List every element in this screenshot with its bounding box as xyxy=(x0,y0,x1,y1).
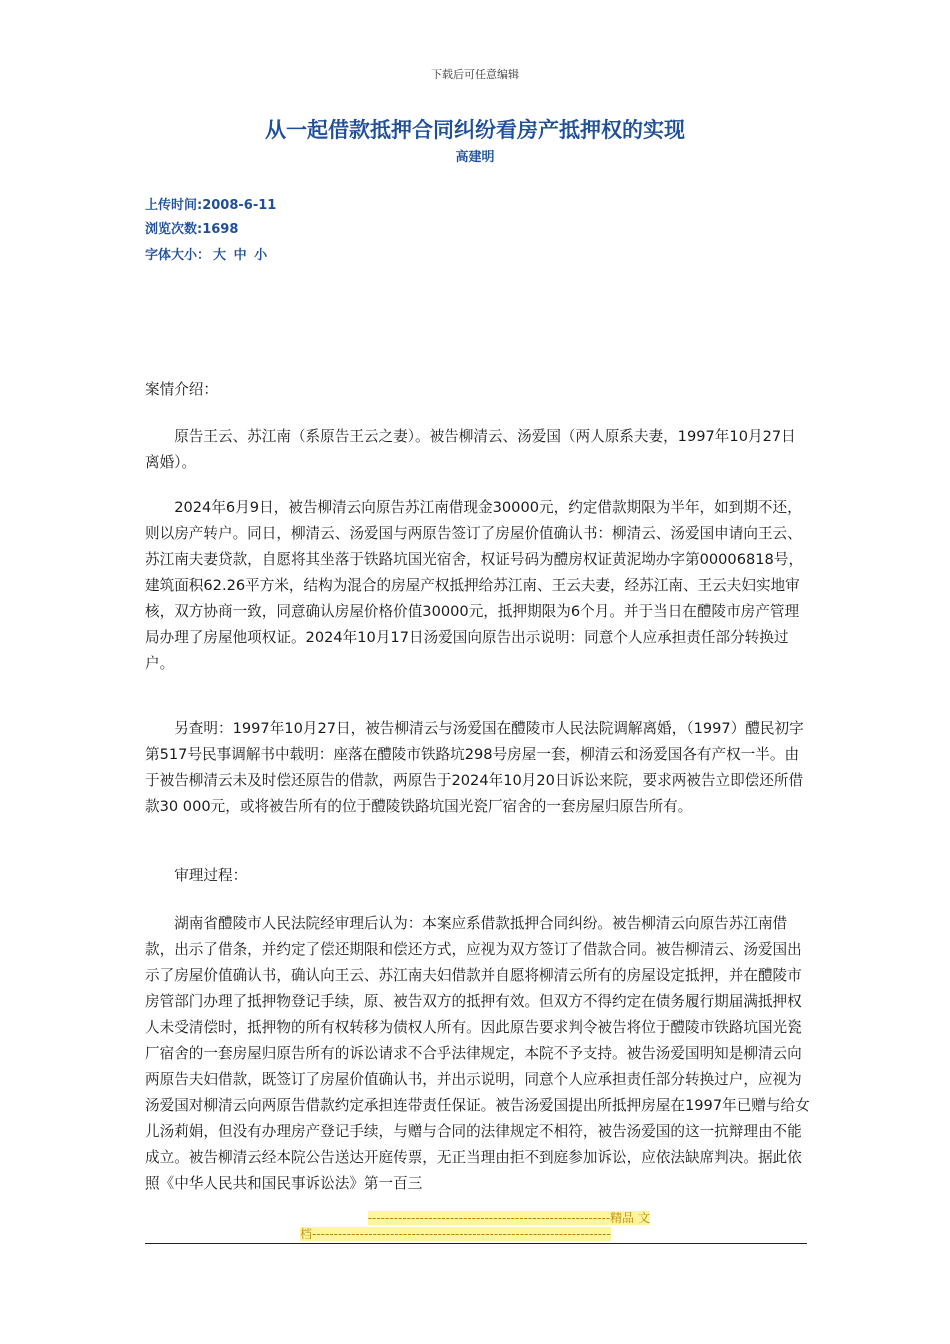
section-heading-process xyxy=(145,863,810,889)
heading-text: 案情介绍： xyxy=(145,381,218,398)
view-count: 浏览次数:1698 xyxy=(145,222,239,237)
section-heading-intro xyxy=(145,377,810,403)
paragraph-parties xyxy=(145,424,810,476)
paragraph-text: 2024年6月9日，被告柳清云向原告苏江南借现金30000元，约定借款期限为半年，如到期不还，则以房产转户。同日，柳清云、汤爱国与两原告签订了房屋价值确认书：柳清云、汤爱国申请向王云、苏江南夫妻贷款，自愿将其坐落于铁路坑国光宿舍，权证号码为醴房权证黄泥坳办字第00006818号，建筑面积62.26平方米，结构为混合的房屋产权抵押给苏江南、王云夫妻，经苏江南、王云夫妇实地审核，双方协商一致，同意确认房屋价格价值30000元，抵押期限为6个月。并于当日在醴陵市房产管理局办理了房屋他项权证。2024年10月17日汤爱国向原告出示说明：同意个人应承担责任部分转换过户。 xyxy=(145,499,804,672)
font-size-label: 字体大小： xyxy=(145,248,211,263)
header-note: 下载后可任意编辑 xyxy=(431,68,519,81)
paragraph-text: 原告王云、苏江南（系原告王云之妻）。被告柳清云、汤爱国（两人原系夫妻，1997年10月27日离婚）。 xyxy=(145,428,796,471)
paragraph-loan-facts xyxy=(145,495,810,677)
font-size-large-link[interactable]: 大 xyxy=(213,248,227,263)
footer-line-1: --------------------------------------------------------精品 文 xyxy=(367,1211,650,1225)
footer-line-2: 档--------------------------------------------------------------------- xyxy=(300,1227,611,1241)
upload-time: 上传时间:2008-6-11 xyxy=(145,198,277,213)
heading-text: 审理过程： xyxy=(174,867,248,884)
font-size-control xyxy=(145,244,267,263)
paragraph-text: 另查明：1997年10月27日，被告柳清云与汤爱国在醴陵市人民法院调解离婚，（1997）醴民初字第517号民事调解书中载明：座落在醴陵市铁路坑298号房屋一套，柳清云和汤爱国各有产权一半。由于被告柳清云未及时偿还原告的借款，两原告于2024年10月20日诉讼来院，要求两被告立即偿还所借款30 000元，或将被告所有的位于醴陵铁路坑国光瓷厂宿舍的一套房屋归原告所有。 xyxy=(145,720,804,815)
article-title: 从一起借款抵押合同纠纷看房产抵押权的实现 xyxy=(265,118,685,142)
author: 高建明 xyxy=(455,150,495,165)
footer-watermark xyxy=(300,1210,650,1242)
font-size-small-link[interactable]: 小 xyxy=(254,248,268,263)
paragraph-text: 湖南省醴陵市人民法院经审理后认为：本案应系借款抵押合同纠纷。被告柳清云向原告苏江南借款，出示了借条，并约定了偿还期限和偿还方式，应视为双方签订了借款合同。被告柳清云、汤爱国出示了房屋价值确认书，确认向王云、苏江南夫妇借款并自愿将柳清云所有的房屋设定抵押，并在醴陵市房管部门办理了抵押物登记手续，原、被告双方的抵押有效。但双方不得约定在债务履行期届满抵押权人未受清偿时，抵押物的所有权转移为债权人所有。因此原告要求判令被告将位于醴陵市铁路坑国光瓷厂宿舍的一套房屋归原告所有的诉讼请求不合乎法律规定，本院不予支持。被告汤爱国明知是柳清云向两原告夫妇借款，既签订了房屋价值确认书，并出示说明，同意个人应承担责任部分转换过户，应视为汤爱国对柳清云向两原告借款约定承担连带责任保证。被告汤爱国提出所抵押房屋在1997年已赠与给女儿汤莉娟，但没有办理房产登记手续，与赠与合同的法律规定不相符，被告汤爱国的这一抗辩理由不能成立。被告柳清云经本院公告送达开庭传票，无正当理由拒不到庭参加诉讼，应依法缺席判决。据此依照《中华人民共和国民事诉讼法》第一百三 xyxy=(145,915,810,1192)
paragraph-additional-facts xyxy=(145,716,810,820)
paragraph-court-opinion xyxy=(145,911,810,1197)
font-size-medium-link[interactable]: 中 xyxy=(233,248,247,263)
page-bottom-rule xyxy=(145,1243,807,1244)
